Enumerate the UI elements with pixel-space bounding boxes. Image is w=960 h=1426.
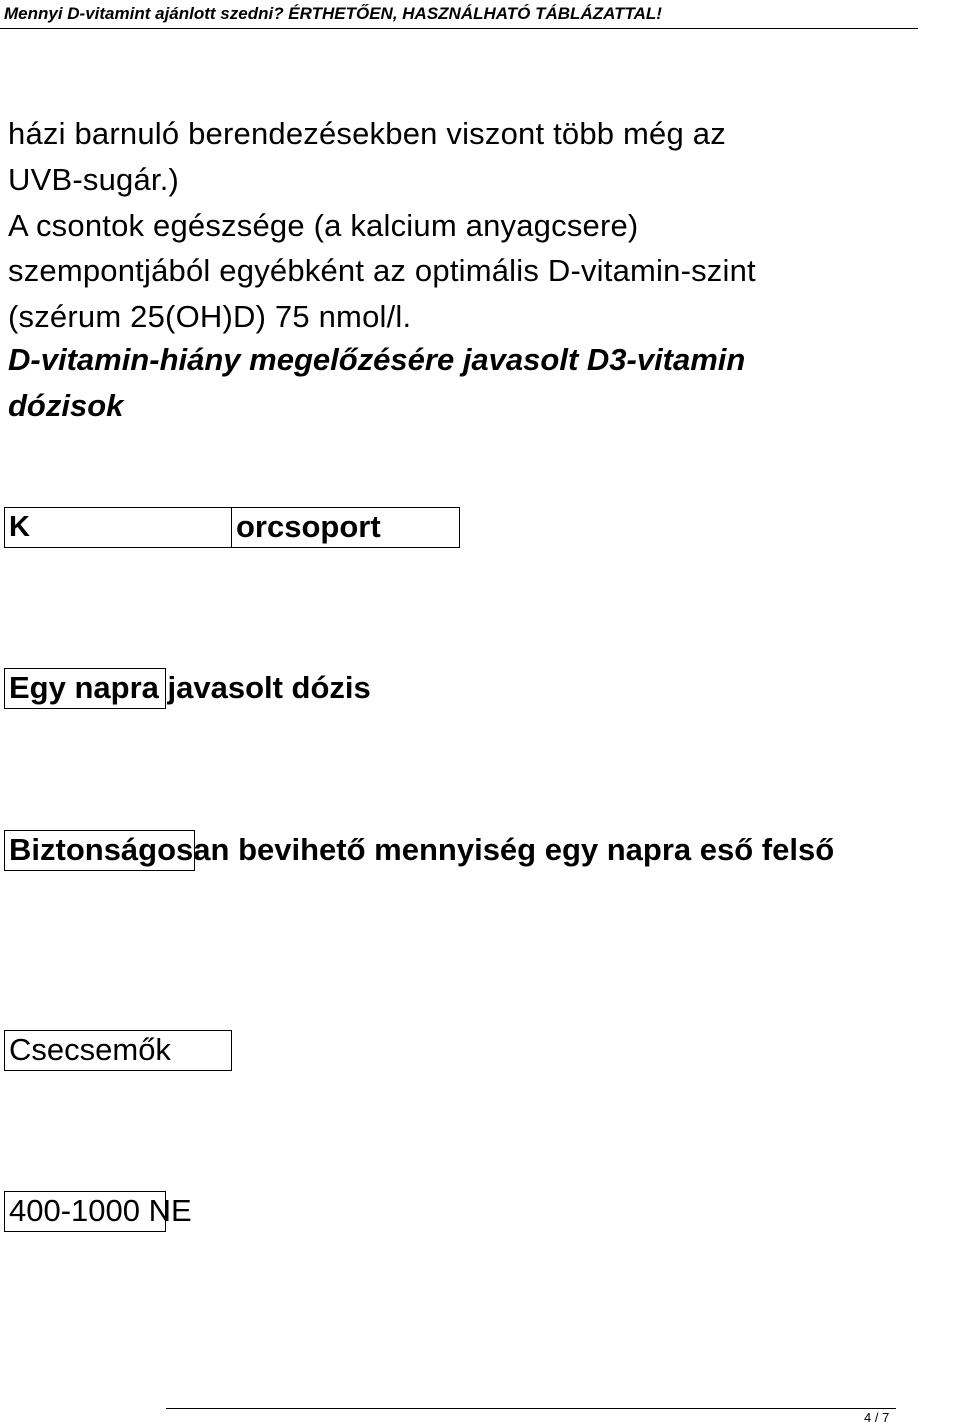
table-cell-border (4, 507, 232, 548)
document-header-title: Mennyi D-vitamint ajánlott szedni? ÉRTHETŐEN, HASZNÁLHATÓ TÁBLÁZATTAL! (4, 4, 662, 23)
table-cell-dose: 400-1000 NE (9, 1193, 192, 1228)
body-paragraph (8, 111, 948, 340)
body-line: (szérum 25(OH)D) 75 nmol/l. (8, 299, 412, 335)
body-line: szempontjából egyébként az optimális D-vitamin-szint (8, 253, 756, 289)
body-line: UVB-sugár.) (8, 161, 180, 197)
table-header-upper-limit: Biztonságosan bevihető mennyiség egy napra eső felső (9, 832, 835, 867)
body-line: házi barnuló berendezésekben viszont több még az (8, 116, 726, 151)
body-line: A csontok egészsége (a kalcium anyagcsere) (8, 207, 639, 243)
section-heading-line: dózisok (8, 388, 124, 423)
table-header-korcsoport-a: K (9, 511, 30, 543)
table-header-korcsoport-b: orcsoport (236, 509, 381, 544)
table-cell-group: Csecsemők (9, 1032, 171, 1067)
header-divider (0, 28, 918, 29)
page-number: 4 / 7 (864, 1410, 890, 1425)
section-heading (8, 337, 745, 429)
section-heading-line: D-vitamin-hiány megelőzésére javasolt D3-vitamin (8, 342, 746, 377)
footer-divider (166, 1408, 896, 1409)
table-header-daily-dose: Egy napra javasolt dózis (9, 670, 371, 705)
